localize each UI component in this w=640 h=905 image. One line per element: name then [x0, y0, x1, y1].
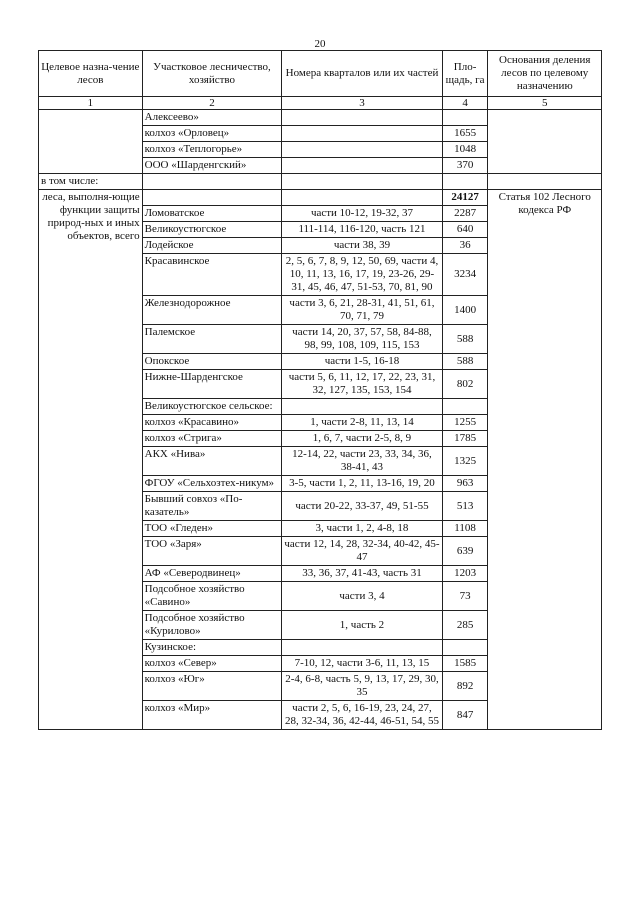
- basis-cell: [488, 110, 602, 126]
- header-basis: Основания деления лесов по целевому назначению: [488, 51, 602, 97]
- quarters-cell: части 5, 6, 11, 12, 17, 22, 23, 31, 32, 127, 135, 153, 154: [282, 370, 442, 399]
- area-cell: 640: [442, 222, 488, 238]
- area-cell: [442, 110, 488, 126]
- quarters-cell: [282, 190, 442, 206]
- quarters-cell: части 14, 20, 37, 57, 58, 84-88, 98, 99, 108, 109, 115, 153: [282, 325, 442, 354]
- quarters-cell: [282, 110, 442, 126]
- area-cell: 588: [442, 325, 488, 354]
- area-cell: [442, 399, 488, 415]
- header-quarters: Номера кварталов или их частей: [282, 51, 442, 97]
- area-cell: 639: [442, 537, 488, 566]
- forestry-cell: Подсобное хозяйство «Курилово»: [142, 611, 282, 640]
- page-number: 20: [314, 38, 326, 50]
- quarters-cell: [282, 174, 442, 190]
- forestry-cell: Бывший совхоз «По-казатель»: [142, 492, 282, 521]
- forestry-cell: ТОО «Гледен»: [142, 521, 282, 537]
- area-cell: 588: [442, 354, 488, 370]
- quarters-cell: 3, части 1, 2, 4-8, 18: [282, 521, 442, 537]
- basis-cell: [488, 158, 602, 174]
- area-cell: 1400: [442, 296, 488, 325]
- area-cell: 847: [442, 701, 488, 730]
- forestry-cell: Великоустюгское сельское:: [142, 399, 282, 415]
- col-number: 5: [488, 97, 602, 110]
- area-cell: 370: [442, 158, 488, 174]
- area-cell: 1203: [442, 566, 488, 582]
- forestry-cell: колхоз «Теплогорье»: [142, 142, 282, 158]
- forestry-cell: [142, 174, 282, 190]
- area-cell: 3234: [442, 254, 488, 296]
- col-number: 1: [39, 97, 143, 110]
- purpose-cell: [39, 158, 143, 174]
- quarters-cell: 7-10, 12, части 3-6, 11, 13, 15: [282, 656, 442, 672]
- quarters-cell: 3-5, части 1, 2, 11, 13-16, 19, 20: [282, 476, 442, 492]
- quarters-cell: [282, 142, 442, 158]
- quarters-cell: части 2, 5, 6, 16-19, 23, 24, 27, 28, 32-34, 36, 42-44, 46-51, 54, 55: [282, 701, 442, 730]
- table-row: [39, 142, 602, 158]
- quarters-cell: [282, 126, 442, 142]
- quarters-cell: части 1-5, 16-18: [282, 354, 442, 370]
- quarters-cell: 1, часть 2: [282, 611, 442, 640]
- table-row: [39, 158, 602, 174]
- area-cell: 963: [442, 476, 488, 492]
- quarters-cell: 2, 5, 6, 7, 8, 9, 12, 50, 69, части 4, 10, 11, 13, 16, 17, 19, 23-26, 29-31, 45, 46, 47, 51-53, 70, 81, 90: [282, 254, 442, 296]
- col-number: 4: [442, 97, 488, 110]
- quarters-cell: 111-114, 116-120, часть 121: [282, 222, 442, 238]
- including-row: [39, 174, 602, 190]
- area-cell: 1108: [442, 521, 488, 537]
- area-cell: 892: [442, 672, 488, 701]
- forestry-cell: АКХ «Нива»: [142, 447, 282, 476]
- forestry-cell: колхоз «Орловец»: [142, 126, 282, 142]
- table-body: [39, 110, 602, 730]
- header-purpose: Целевое назна-чение лесов: [39, 51, 143, 97]
- area-cell: [442, 640, 488, 656]
- quarters-cell: 1, 6, 7, части 2-5, 8, 9: [282, 431, 442, 447]
- forestry-cell: ФГОУ «Сельхозтех-никум»: [142, 476, 282, 492]
- area-cell: [442, 174, 488, 190]
- forestry-cell: колхоз «Красавино»: [142, 415, 282, 431]
- quarters-cell: части 12, 14, 28, 32-34, 40-42, 45-47: [282, 537, 442, 566]
- total-area: 24127: [442, 190, 488, 206]
- col-number: 2: [142, 97, 282, 110]
- area-cell: 285: [442, 611, 488, 640]
- header-area: Пло-щадь, га: [442, 51, 488, 97]
- forestry-cell: Железнодорожное: [142, 296, 282, 325]
- quarters-cell: части 20-22, 33-37, 49, 51-55: [282, 492, 442, 521]
- quarters-cell: 2-4, 6-8, часть 5, 9, 13, 17, 29, 30, 35: [282, 672, 442, 701]
- table-row: [39, 110, 602, 126]
- forestry-cell: Великоустюгское: [142, 222, 282, 238]
- forestry-cell: Алексеево»: [142, 110, 282, 126]
- header-forestry: Участковое лесничество, хозяйство: [142, 51, 282, 97]
- forestry-cell: колхоз «Юг»: [142, 672, 282, 701]
- forest-purpose-table: [38, 50, 602, 730]
- table-row: [39, 126, 602, 142]
- area-cell: 2287: [442, 206, 488, 222]
- area-cell: 36: [442, 238, 488, 254]
- area-cell: 1785: [442, 431, 488, 447]
- forestry-cell: колхоз «Мир»: [142, 701, 282, 730]
- header-row: [39, 51, 602, 97]
- forestry-cell: Лодейское: [142, 238, 282, 254]
- quarters-cell: [282, 640, 442, 656]
- basis-cell: [488, 142, 602, 158]
- forestry-cell: Красавинское: [142, 254, 282, 296]
- purpose-cell: [39, 142, 143, 158]
- basis-text: Статья 102 Лесного кодекса РФ: [488, 190, 602, 730]
- area-cell: 1655: [442, 126, 488, 142]
- basis-cell: [488, 126, 602, 142]
- quarters-cell: 1, части 2-8, 11, 13, 14: [282, 415, 442, 431]
- forestry-cell: ТОО «Заря»: [142, 537, 282, 566]
- basis-cell: [488, 174, 602, 190]
- area-cell: 802: [442, 370, 488, 399]
- total-row: [39, 190, 602, 206]
- forestry-cell: Нижне-Шарденгское: [142, 370, 282, 399]
- forestry-cell: Подсобное хозяйство «Савино»: [142, 582, 282, 611]
- forestry-cell: Палемское: [142, 325, 282, 354]
- quarters-cell: части 10-12, 19-32, 37: [282, 206, 442, 222]
- including-label: в том числе:: [39, 174, 143, 190]
- column-number-row: [39, 97, 602, 110]
- area-cell: 513: [442, 492, 488, 521]
- quarters-cell: [282, 158, 442, 174]
- quarters-cell: части 38, 39: [282, 238, 442, 254]
- area-cell: 1325: [442, 447, 488, 476]
- purpose-cell: [39, 110, 143, 126]
- area-cell: 73: [442, 582, 488, 611]
- forestry-cell: колхоз «Стрига»: [142, 431, 282, 447]
- col-number: 3: [282, 97, 442, 110]
- forestry-cell: Кузинское:: [142, 640, 282, 656]
- quarters-cell: 33, 36, 37, 41-43, часть 31: [282, 566, 442, 582]
- area-cell: 1255: [442, 415, 488, 431]
- quarters-cell: [282, 399, 442, 415]
- purpose-cell: [39, 126, 143, 142]
- quarters-cell: части 3, 4: [282, 582, 442, 611]
- area-cell: 1048: [442, 142, 488, 158]
- quarters-cell: 12-14, 22, части 23, 33, 34, 36, 38-41, 43: [282, 447, 442, 476]
- forestry-cell: АФ «Северодвинец»: [142, 566, 282, 582]
- forestry-cell: Опокское: [142, 354, 282, 370]
- purpose-label: леса, выполня-ющие функции защиты природ-ных и иных объектов, всего: [39, 190, 143, 730]
- forestry-cell: [142, 190, 282, 206]
- forestry-cell: Ломоватское: [142, 206, 282, 222]
- quarters-cell: части 3, 6, 21, 28-31, 41, 51, 61, 70, 71, 79: [282, 296, 442, 325]
- forestry-cell: колхоз «Север»: [142, 656, 282, 672]
- area-cell: 1585: [442, 656, 488, 672]
- forestry-cell: ООО «Шарденгский»: [142, 158, 282, 174]
